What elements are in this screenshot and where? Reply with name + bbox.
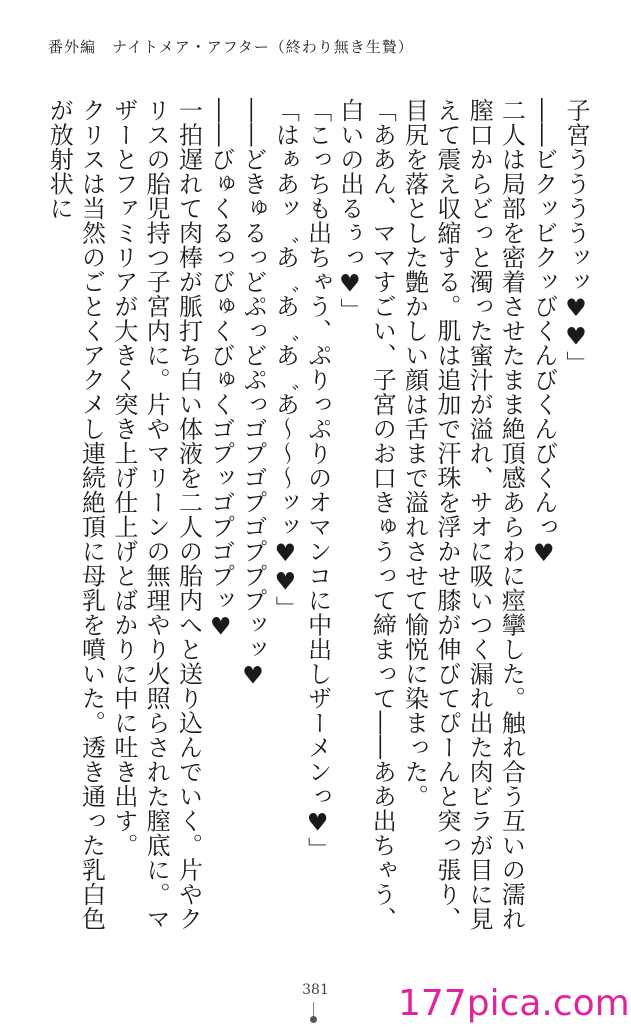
paragraph: 「ああん、ママすごい、子宮のお口きゅうって締まって――ああ出ちゃう、白いの出るぅっ♥」 [335,98,397,931]
paragraph: 「こっちも出ちゃう、ぷりっぷりのオマンコに中出しザーメンっ♥」 [303,98,332,862]
body-text [40,98,592,948]
paragraph: 子宮ううううッッ♥♥」 [562,98,590,376]
paragraph: クリスは当然のごとくアクメし連続絶頂に母乳を噴いた。透き通った乳白色が放射状に [45,98,106,931]
paragraph: 一拍遅れて肉棒が脈打ち白い体液を二人の胎内へと送り込んでいく。片やクリスの胎児持つ子宮内に。片やマリーンの無理やり火照らされた膣底に。マザーとファミリアが大きく突き上げ仕上げとばかりに中に吐き出す。 [109,98,203,931]
watermark: 177pica.com [398,983,630,1024]
paragraph: ――どきゅるっどぷっどぷっゴプゴプゴプププッッ♥ [239,98,268,690]
page-marker-icon [313,1002,314,1020]
paragraph: 二人は局部を密着させたまま絶頂感あらわに痙攣した。触れ合う互いの濡れ膣口からどっと濁った蜜汁が溢れ、サオに吸いつく漏れ出た肉ビラが目に見えて震え収縮する。肌は追加で汗珠を浮かせ膝が伸びてぴーんと突っ張り、目尻を落とした艶かしい顔は舌まで溢れさせて愉悦に染まった。 [400,98,526,931]
paragraph: 「はぁあッ゛あ゛あ゛あ゛あ～～～ッッ♥♥」 [271,98,300,621]
paragraph: ――ビクッビクッびくんびくんびくんっ♥ [529,98,558,568]
paragraph: ――びゅくるっびゅくびゅくゴプッゴプゴプッ♥ [206,98,235,641]
running-header: 番外編 ナイトメア・アフター（終わり無き生贄） [48,38,414,56]
page-number: 381 [302,982,329,998]
